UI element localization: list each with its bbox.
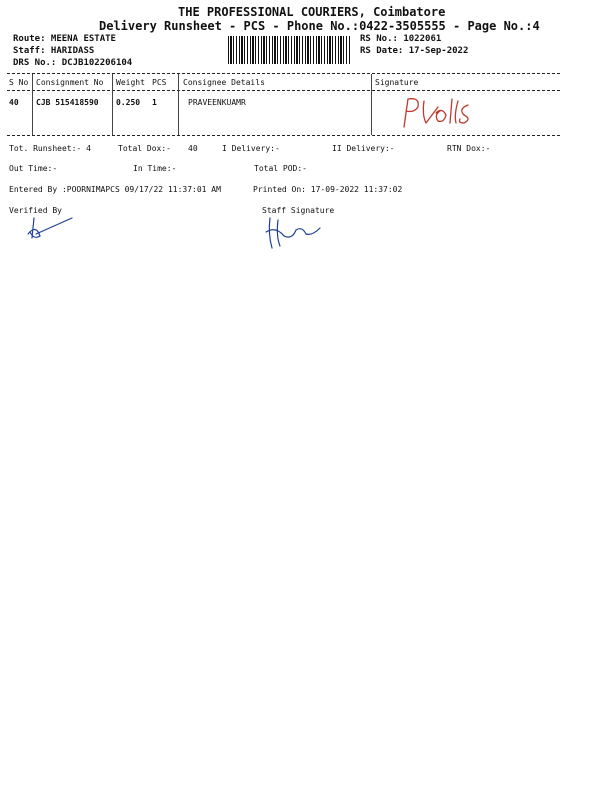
column-divider (32, 74, 33, 135)
total-dox-value: 40 (188, 144, 198, 153)
entered-by: Entered By :POORNIMAPCS 09/17/22 11:37:01 AM (9, 185, 221, 194)
ii-delivery: II Delivery:- (332, 144, 395, 153)
row-s-no: 40 (9, 98, 19, 107)
total-pod: Total POD:- (254, 164, 307, 173)
table-top-rule (7, 73, 560, 74)
drs-number: DRS No.: DCJB102206104 (13, 58, 133, 68)
runsheet-title: Delivery Runsheet - PCS - Phone No.:0422-3505555 - Page No.:4 (99, 19, 540, 33)
rs-number: RS No.: 1022061 (360, 34, 442, 44)
table-bottom-rule (7, 135, 560, 136)
column-divider (112, 74, 113, 135)
header-signature: Signature (375, 78, 419, 87)
staff-label: Staff: HARIDASS (13, 46, 95, 56)
rs-date: RS Date: 17-Sep-2022 (360, 46, 469, 56)
staff-handwritten-signature (262, 212, 332, 252)
header-consignment-no: Consignment No (36, 78, 104, 87)
company-title: THE PROFESSIONAL COURIERS, Coimbatore (178, 5, 446, 19)
verified-by-label: Verified By (9, 206, 62, 215)
header-s-no: S No (9, 78, 29, 87)
header-pcs: PCS (152, 78, 167, 87)
barcode-image (228, 36, 350, 64)
header-weight: Weight (116, 78, 145, 87)
out-time: Out Time:- (9, 164, 58, 173)
in-time: In Time:- (133, 164, 177, 173)
row-pcs: 1 (152, 98, 157, 107)
consignee-handwritten-signature (398, 93, 488, 133)
row-weight: 0.250 (116, 98, 141, 107)
total-dox-label: Total Dox:- (118, 144, 171, 153)
printed-on: Printed On: 17-09-2022 11:37:02 (253, 185, 403, 194)
verifier-signature (24, 214, 74, 242)
table-header-rule (7, 90, 560, 91)
rtn-dox: RTN Dox:- (447, 144, 491, 153)
i-delivery: I Delivery:- (222, 144, 280, 153)
column-divider (178, 74, 179, 135)
route-label: Route: MEENA ESTATE (13, 34, 116, 44)
staff-signature-label: Staff Signature (262, 206, 335, 215)
row-consignment-no: CJB 515418590 (36, 98, 99, 107)
row-consignee: PRAVEENKUAMR (188, 98, 246, 107)
column-divider (371, 74, 372, 135)
header-consignee-details: Consignee Details (183, 78, 265, 87)
tot-runsheet: Tot. Runsheet:- 4 (9, 144, 91, 153)
